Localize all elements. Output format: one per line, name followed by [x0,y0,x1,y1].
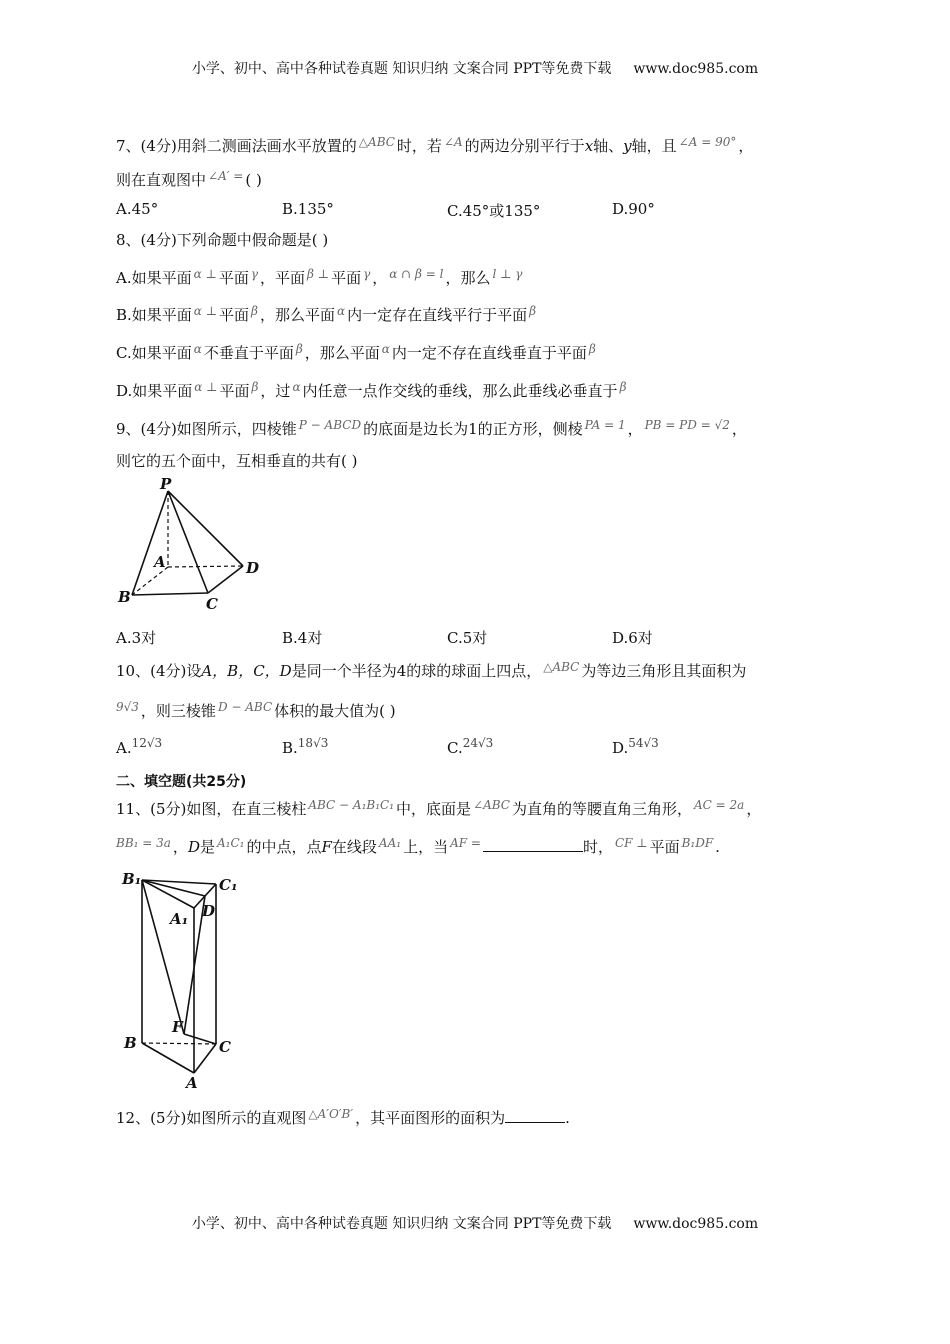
edge-b1f [142,880,184,1034]
q11-prism-figure [112,868,242,1093]
q11-answer-blank[interactable] [483,837,583,852]
label-b1: B₁ [122,870,142,888]
edge-fc [184,1034,216,1044]
label-p: P [160,475,172,493]
edge-ad [168,566,243,567]
footer-url[interactable]: www.doc985.com [633,1216,759,1232]
q10-option-a[interactable]: A.$^{12√3}$ [116,736,163,757]
header-text: 小学、初中、高中各种试卷真题 知识归纳 文案合同 PPT等免费下载 [191,61,612,77]
label-a: A [154,553,166,571]
label-b: B [118,588,131,606]
math-triangle-abc: △ABC [358,135,395,149]
edge-ba [142,1043,194,1073]
footer-text: 小学、初中、高中各种试卷真题 知识归纳 文案合同 PPT等免费下载 [191,1216,612,1232]
q9-options [116,627,836,649]
edge-bc [132,593,208,595]
q9-stem: 9、(4分)如图所示，四棱锥 $^{P - ABCD}$ 的底面是边长为1的正方形，侧棱 $^{PA = 1}$ ， $^{PB = PD = √2}$ ， [116,418,747,438]
q7-stem: 7、(4分)用斜二测画法画水平放置的 $^{\triangle ABC}$ 时，若 $^{\angle A}$ 的两边分别平行于x轴、y轴，且 $^{\angle A = 90^\circ}$ ， [116,135,754,155]
q7-option-b[interactable]: B.135° [282,200,334,218]
edge-bc [142,1043,216,1044]
page-footer [0,1213,950,1233]
q10-options [116,736,836,761]
q10-option-d[interactable]: D.$^{54√3}$ [612,736,659,757]
section-fill-in-heading: 二、填空题(共25分) [116,774,247,790]
label-c1: C₁ [219,876,238,894]
label-d: D [202,902,216,920]
q8-option-a[interactable]: A.如果平面 $^{\alpha \perp}$ 平面 $^\gamma$ ，平面 $^{\beta \perp}$ 平面 $^\gamma$ ， $^{\alpha \cap \beta = l}$ ，那么 $^{l \perp \gamma}$ [116,267,523,287]
q9-option-b[interactable]: B.4对 [282,629,323,647]
q8-option-c[interactable]: C.如果平面 $^\alpha$ 不垂直于平面 $^\beta$ ，那么平面 $^\alpha$ 内一定不存在直线垂直于平面 $^\beta$ [116,342,596,362]
edge-pb [132,491,168,595]
q8-title: 8、(4分)下列命题中假命题是( ) [116,231,329,249]
label-a: A [186,1074,198,1092]
q12-stem: 12、(5分)如图所示的直观图 $^{\triangle A'O'B'}$ ，其平面图形的面积为 . [116,1107,570,1127]
label-a1: A₁ [170,910,189,928]
label-c: C [219,1038,231,1056]
q7-option-c[interactable]: C.45°或135° [447,202,541,220]
q9-option-a[interactable]: A.3对 [116,629,157,647]
q7-options [116,200,836,222]
q12-answer-blank[interactable] [505,1108,565,1123]
label-c: C [206,595,218,613]
q10-option-b[interactable]: B.$^{18√3}$ [282,736,329,757]
q8-option-b[interactable]: B.如果平面 $^{\alpha \perp}$ 平面 $^\beta$ ，那么平面 $^\alpha$ 内一定存在直线平行于平面 $^\beta$ [116,304,537,324]
q7-stem-line2: 则在直观图中 $^{\angle A' =}$ ( ) [116,169,262,189]
edge-cd [208,566,243,593]
q10-stem-line2: $^{9√3}$ ，则三棱锥 $^{D - ABC}$ 体积的最大值为( ) [116,700,396,720]
label-f: F [172,1018,183,1036]
edge-b1a1 [142,880,194,908]
q9-option-c[interactable]: C.5对 [447,629,488,647]
q9-stem-line2: 则它的五个面中，互相垂直的共有( ) [116,452,358,470]
label-b: B [124,1034,137,1052]
edge-pc [168,491,208,593]
edge-ac [194,1044,216,1073]
edge-pd [168,491,243,566]
q9-option-d[interactable]: D.6对 [612,629,653,647]
q10-stem: 10、(4分)设A，B，C，D是同一个半径为4的球的球面上四点， $^{\triangle ABC}$ 为等边三角形且其面积为 [116,660,747,680]
q11-stem-line2: $^{BB_1 = 3a}$ ，D是 $^{A_1C_1}$ 的中点，点F在线段 $^{AA_1}$ 上，当 $^{AF =}$ 时， $^{CF \perp}$ 平面 $^{B_1DF}$ . [116,836,720,856]
header-url[interactable]: www.doc985.com [633,61,759,77]
q7-option-d[interactable]: D.90° [612,200,655,218]
q8-option-d[interactable]: D.如果平面 $^{\alpha \perp}$ 平面 $^\beta$ ，过 $^\alpha$ 内任意一点作交线的垂线，那么此垂线必垂直于 $^\beta$ [116,380,627,400]
page-header [0,58,950,78]
q10-option-c[interactable]: C.$^{24√3}$ [447,736,494,757]
q11-stem: 11、(5分)如图，在直三棱柱 $^{ABC - A_1B_1C_1}$ 中，底面是 $^{\angle ABC}$ 为直角的等腰直角三角形， $^{AC = 2a}$ ， [116,798,762,818]
label-d: D [246,559,260,577]
q7-option-a[interactable]: A.45° [116,200,159,218]
q9-pyramid-figure [110,475,280,615]
